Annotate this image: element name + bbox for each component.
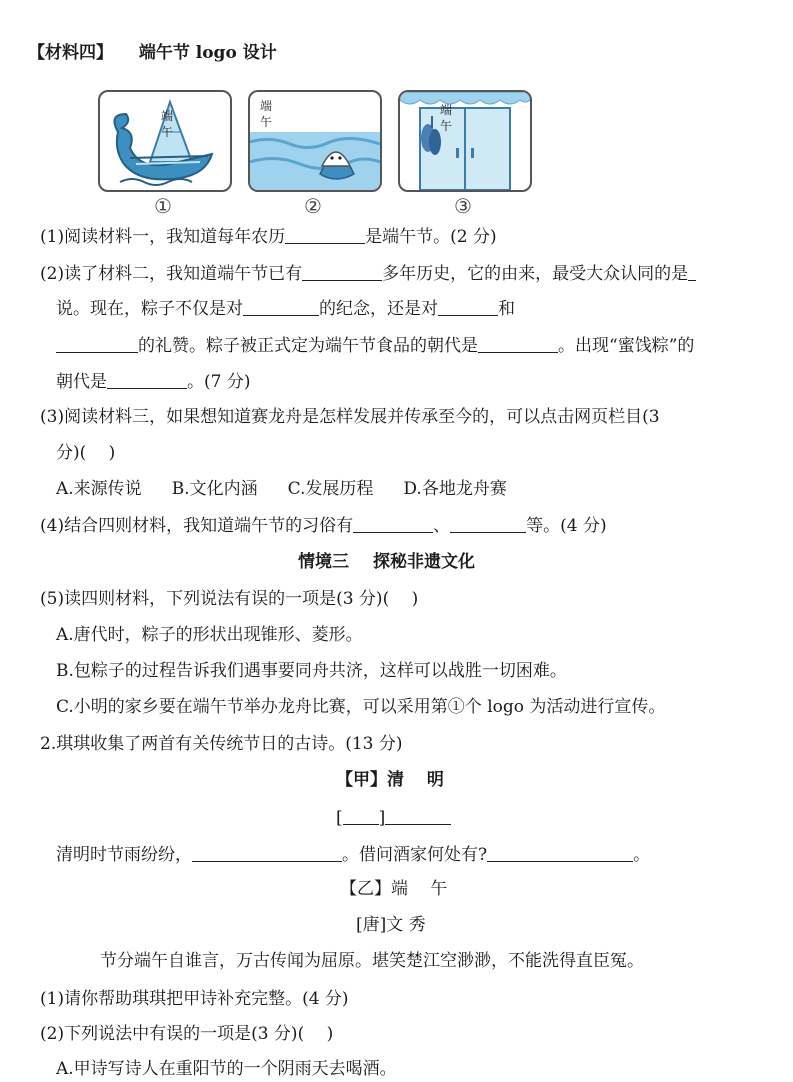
- question-1-1: [40, 225, 497, 248]
- q2-text: 。出现“蜜饯粽”的: [558, 336, 695, 356]
- verse-text: 。借问酒家何处有?: [342, 845, 488, 865]
- logo-zongzi-water-image: [248, 90, 382, 192]
- sub-question-1: (1)请你帮助琪琪把甲诗补充完整。(4 分): [40, 989, 349, 1009]
- q2-text: 朝代是: [56, 372, 107, 392]
- poem2-text: 节分端午自谁言，万古传闻为屈原。堪笑楚江空渺渺，不能洗得直臣冤。: [100, 951, 644, 971]
- question-1-5: (5)读四则材料，下列说法有误的一项是(3 分)( ): [40, 589, 419, 609]
- logo2-text: 端午: [260, 99, 273, 129]
- sub-question-2-option-a[interactable]: A.甲诗写诗人在重阳节的一个阴雨天去喝酒。: [56, 1059, 397, 1079]
- logo-images: [98, 90, 538, 220]
- q2-text: 和: [498, 299, 515, 319]
- q2-text: 的礼赞。粽子被正式定为端午节食品的朝代是: [138, 336, 478, 356]
- q2-text: (2)读了材料二，我知道端午节已有: [40, 264, 303, 284]
- question-1-2-line1: [40, 262, 696, 285]
- question-1-2-line4: [56, 370, 250, 393]
- material-label: 【材料四】: [28, 43, 113, 63]
- q1-text-a: (1)阅读材料一，我知道每年农历: [40, 227, 286, 247]
- answer-blank[interactable]: [353, 514, 433, 533]
- answer-blank[interactable]: [478, 334, 558, 353]
- bracket-open: [: [336, 808, 343, 828]
- question-1-3-line2: 分)( ): [56, 443, 116, 463]
- logo-number-3: ③: [454, 194, 472, 218]
- logo-door-mugwort-image: [398, 90, 532, 192]
- material-header: [28, 42, 277, 64]
- question-1-2-line2: [56, 297, 515, 320]
- option-a[interactable]: A.来源传说: [56, 479, 142, 499]
- logo1-text: 端午: [161, 109, 174, 139]
- section-title: 探秘非遗文化: [373, 552, 475, 572]
- option-b[interactable]: B.文化内涵: [171, 479, 258, 499]
- poem1-verse: [56, 843, 650, 866]
- material-title: 端午节 logo 设计: [138, 43, 277, 63]
- question-1-3-options: [56, 478, 507, 500]
- poem2-title: 【乙】端 午: [340, 879, 448, 899]
- answer-blank[interactable]: [438, 297, 498, 316]
- q2-text: 。(7 分): [187, 372, 251, 392]
- question-1-3-line1: (3)阅读材料三，如果想知道赛龙舟是怎样发展并传承至今的，可以点击网页栏目(3: [40, 407, 660, 427]
- question-1-2-line3: [56, 334, 694, 357]
- answer-blank[interactable]: [302, 262, 382, 281]
- q4-text: 、: [433, 516, 451, 536]
- q2-text: 说。现在，粽子不仅是对: [56, 299, 243, 319]
- answer-blank[interactable]: [343, 806, 379, 825]
- verse-text: 。: [633, 845, 651, 865]
- verse-text: 清明时节雨纷纷，: [56, 845, 192, 865]
- question-2: 2.琪琪收集了两首有关传统节日的古诗。(13 分): [40, 734, 403, 754]
- option-c[interactable]: C.小明的家乡要在端午节举办龙舟比赛，可以采用第①个 logo 为活动进行宣传。: [56, 697, 666, 717]
- logo-number-2: ②: [304, 194, 322, 218]
- logo-dragon-boat-image: [98, 90, 232, 192]
- answer-blank[interactable]: [450, 514, 526, 533]
- answer-blank[interactable]: [243, 297, 319, 316]
- section-heading: [298, 551, 475, 573]
- sub-question-2: (2)下列说法中有误的一项是(3 分)( ): [40, 1024, 334, 1044]
- logo-number-1: ①: [154, 194, 172, 218]
- answer-blank[interactable]: [285, 225, 365, 244]
- poem1-author-line: [336, 806, 451, 829]
- section-label: 情境三: [298, 552, 349, 572]
- question-1-4: [40, 514, 607, 537]
- answer-blank[interactable]: [487, 843, 633, 862]
- answer-blank[interactable]: [688, 262, 696, 281]
- logo3-text: 端午: [440, 103, 453, 133]
- option-a[interactable]: A.唐代时，粽子的形状出现锥形、菱形。: [56, 625, 363, 645]
- bracket-close: ]: [378, 808, 386, 828]
- option-d[interactable]: D.各地龙舟赛: [403, 479, 507, 499]
- answer-blank[interactable]: [107, 370, 187, 389]
- answer-blank[interactable]: [56, 334, 138, 353]
- q2-text: 多年历史，它的由来，最受大众认同的是: [382, 264, 689, 284]
- poem1-title: 【甲】清 明: [336, 770, 444, 790]
- q4-text: (4)结合四则材料，我知道端午节的习俗有: [40, 516, 354, 536]
- option-b[interactable]: B.包粽子的过程告诉我们遇事要同舟共济，这样可以战胜一切困难。: [56, 661, 567, 681]
- option-c[interactable]: C.发展历程: [287, 479, 374, 499]
- poem2-author: [唐]文 秀: [356, 915, 426, 935]
- q2-text: 的纪念，还是对: [319, 299, 438, 319]
- answer-blank[interactable]: [385, 806, 451, 825]
- answer-blank[interactable]: [192, 843, 342, 862]
- q4-text: 等。(4 分): [526, 516, 607, 536]
- q1-text-b: 是端午节。(2 分): [365, 227, 497, 247]
